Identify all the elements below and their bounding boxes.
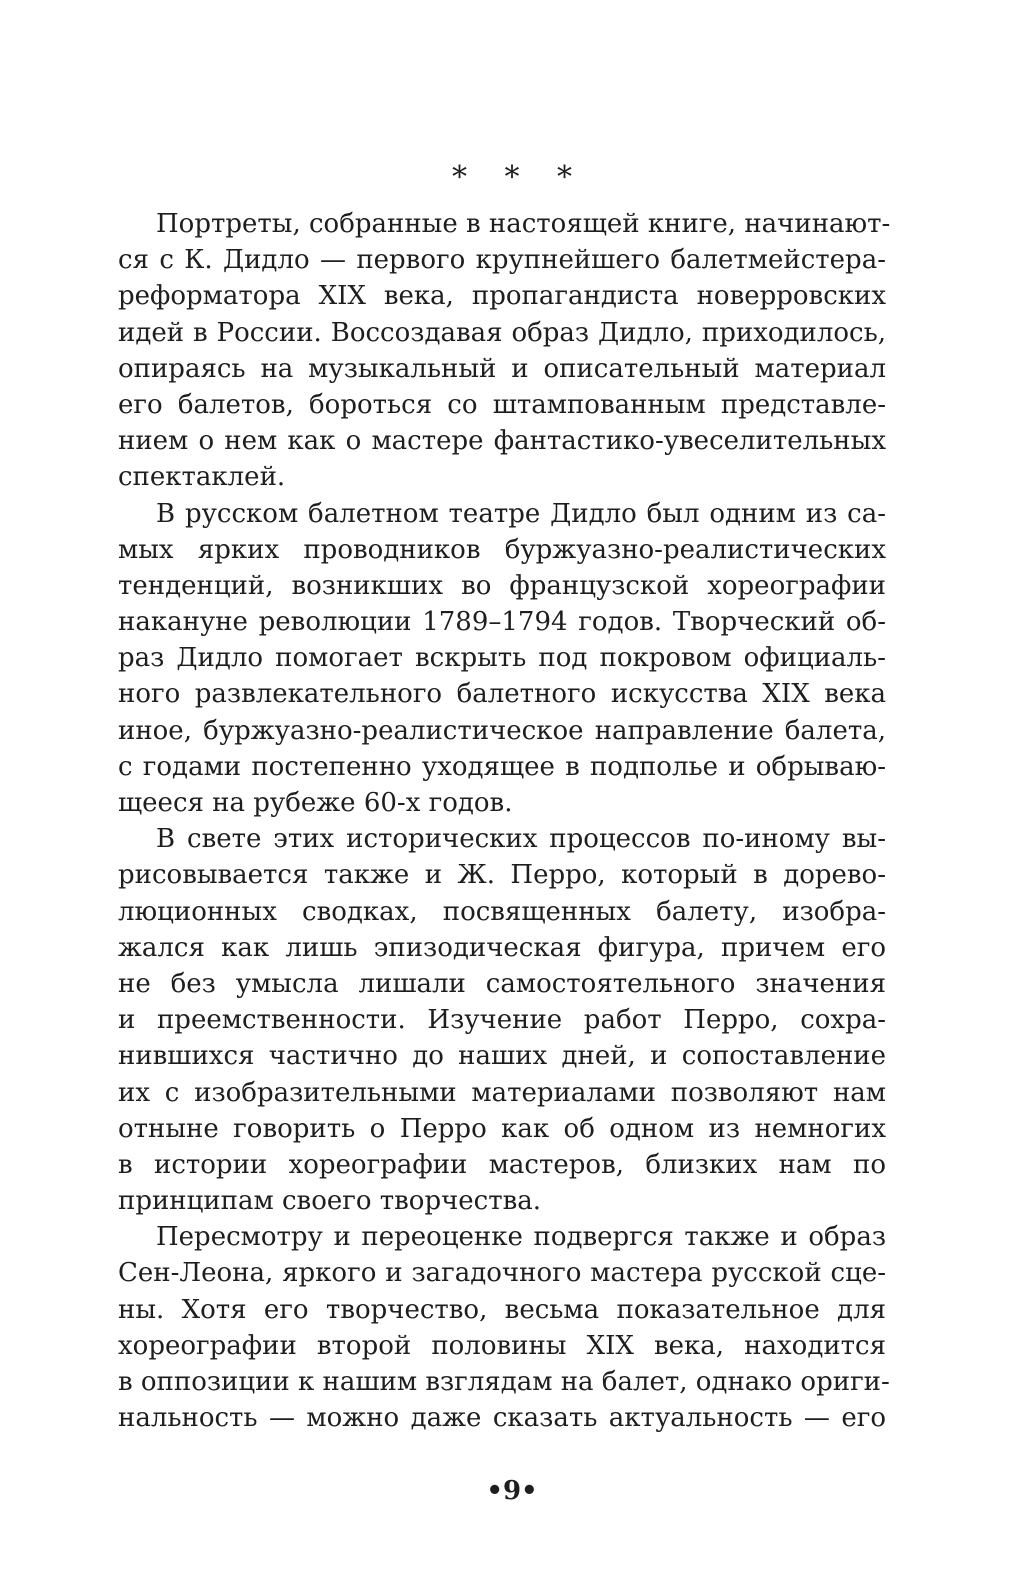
text-line: нальность — можно даже сказать актуальность — его xyxy=(118,1403,886,1434)
text-line: идей в России. Воссоздавая образ Дидло, приходилось, xyxy=(118,317,886,348)
text-line: в истории хореографии мастеров, близких нам по xyxy=(118,1149,886,1180)
text-line: спектаклей. xyxy=(118,462,286,493)
text-line: Пересмотру и переоценке подвергся также и образ xyxy=(156,1222,886,1253)
text-line: нившихся частично до наших дней, и сопоставление xyxy=(118,1041,886,1072)
text-line: накануне революции 1789–1794 годов. Творческий об- xyxy=(118,607,886,638)
text-line: и преемственности. Изучение работ Перро, сохра- xyxy=(118,1005,886,1036)
text-line: опираясь на музыкальный и описательный материал xyxy=(118,353,886,384)
text-line: нием о нем как о мастере фантастико-увеселительных xyxy=(118,426,886,457)
page-text xyxy=(118,206,891,1436)
section-separator: * * * xyxy=(451,160,587,195)
text-line: его балетов, бороться со штампованным представле- xyxy=(118,389,886,420)
text-line: ного развлекательного балетного искусства XIX века xyxy=(118,679,886,710)
text-line: В свете этих исторических процессов по-иному вы- xyxy=(156,824,886,855)
text-line: не без умысла лишали самостоятельного значения xyxy=(118,968,886,999)
page-number: •9• xyxy=(486,1476,538,1506)
text-line: Портреты, собранные в настоящей книге, начинают- xyxy=(156,209,891,239)
text-line: тенденций, возникших во французской хореографии xyxy=(118,570,886,601)
text-line: в оппозиции к нашим взглядам на балет, однако ориги- xyxy=(118,1367,890,1397)
text-line: принципам своего творчества. xyxy=(118,1186,542,1217)
text-line: люционных сводках, посвященных балету, изобра- xyxy=(118,896,886,927)
text-line: реформатора XIX века, пропагандиста новерровских xyxy=(118,281,886,312)
text-line: ны. Хотя его творчество, весьма показательное для xyxy=(118,1294,886,1325)
text-line: отныне говорить о Перро как об одном из немногих xyxy=(118,1113,886,1144)
text-line: раз Дидло помогает вскрыть под покровом официаль- xyxy=(118,643,886,674)
text-line: Сен-Леона, яркого и загадочного мастера русской сце- xyxy=(118,1258,886,1289)
text-line: иное, буржуазно-реалистическое направление балета, xyxy=(118,715,886,746)
text-line: жался как лишь эпизодическая фигура, причем его xyxy=(118,932,886,963)
text-line: их с изобразительными материалами позволяют нам xyxy=(118,1077,886,1108)
text-line: рисовывается также и Ж. Перро, который в дорево- xyxy=(118,860,886,891)
text-line: хореографии второй половины XIX века, находится xyxy=(118,1330,886,1361)
text-line: ся с К. Дидло — первого крупнейшего балетмейстера- xyxy=(118,245,886,276)
text-line: щееся на рубеже 60-х годов. xyxy=(118,788,513,818)
text-line: мых ярких проводников буржуазно-реалистических xyxy=(118,534,886,565)
text-line: В русском балетном театре Дидло был одним из са- xyxy=(156,498,886,529)
text-line: с годами постепенно уходящее в подполье и обрываю- xyxy=(118,751,886,782)
